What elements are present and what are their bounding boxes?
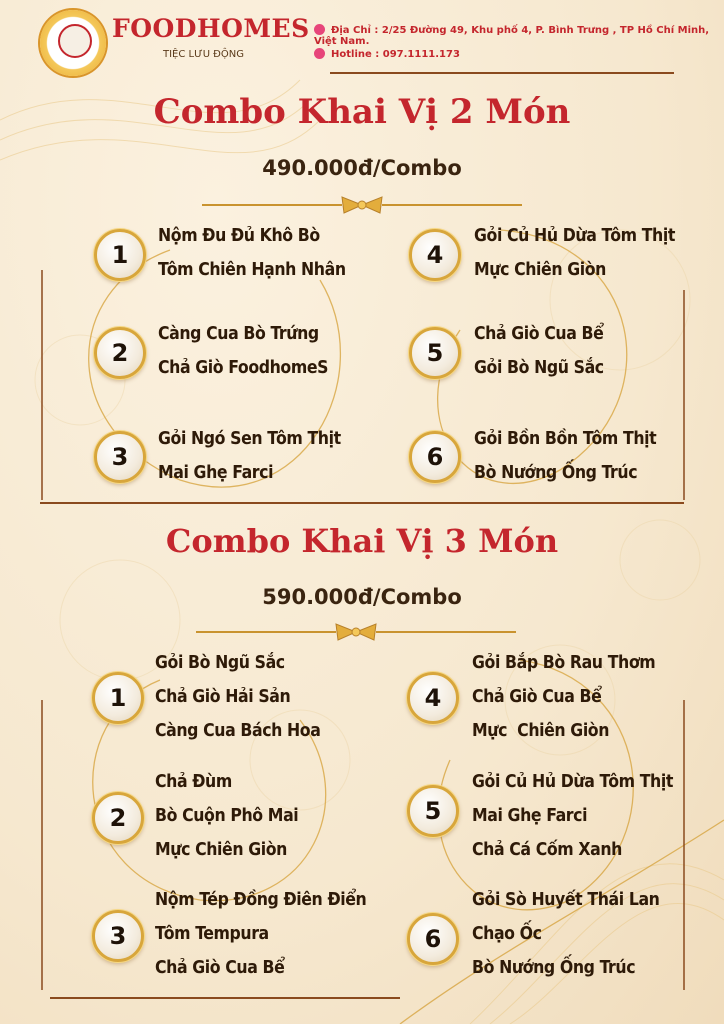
dish-name: Gỏi Bắp Bò Rau Thơm — [472, 653, 656, 673]
combo3-item-3-number: 3 — [92, 910, 144, 962]
combo3-item-6-dishes — [472, 883, 659, 985]
dish-name: Càng Cua Bò Trứng — [158, 324, 319, 344]
dish-name: Chả Giò Cua Bể — [472, 687, 602, 707]
brand-tagline: TIỆC LƯU ĐỘNG — [163, 49, 245, 60]
dish-name: Nộm Tép Đồng Điên Điển — [155, 890, 367, 910]
combo2-item-1-dishes — [158, 219, 346, 287]
dish-name: Chả Đùm — [155, 772, 232, 792]
combo2-item-2-number: 2 — [94, 327, 146, 379]
dish-name: Mực Chiên Giòn — [474, 260, 606, 280]
dish-name: Mai Ghẹ Farci — [158, 463, 274, 483]
combo3-item-3-dishes — [155, 883, 366, 985]
dish-name: Gỏi Bò Ngũ Sắc — [155, 653, 285, 673]
ribbon-bow-divider — [202, 195, 522, 215]
combo2-item-4-number: 4 — [409, 229, 461, 281]
foodhomes-logo — [40, 10, 106, 76]
combo3-item-5-number: 5 — [407, 785, 459, 837]
dish-name: Gỏi Củ Hủ Dừa Tôm Thịt — [472, 772, 673, 792]
combo2-title: Combo Khai Vị 2 Món — [153, 92, 571, 132]
combo3-item-5-dishes — [472, 765, 673, 867]
combo2-item-6-number: 6 — [409, 431, 461, 483]
dish-name: Bò Nướng Ống Trúc — [474, 463, 638, 483]
combo2-item-3-dishes — [158, 422, 341, 490]
header-divider — [330, 72, 674, 74]
dish-name: Gỏi Bồn Bồn Tôm Thịt — [474, 429, 657, 449]
combo3-item-1-dishes — [155, 646, 320, 748]
dish-name: Chả Giò FoodhomeS — [158, 358, 329, 378]
dish-name: Nộm Đu Đủ Khô Bò — [158, 226, 320, 246]
dish-name: Gỏi Củ Hủ Dừa Tôm Thịt — [474, 226, 675, 246]
combo2-item-2-dishes — [158, 317, 328, 385]
combo2-item-5-dishes — [474, 317, 604, 385]
dish-name: Gỏi Bò Ngũ Sắc — [474, 358, 604, 378]
chef-hat-icon — [58, 24, 92, 58]
dish-name: Mực Chiên Giòn — [155, 840, 287, 860]
dish-name: Chả Cá Cốm Xanh — [472, 840, 622, 860]
dish-name: Gỏi Ngó Sen Tôm Thịt — [158, 429, 341, 449]
section-divider — [40, 502, 684, 504]
combo3-item-1-number: 1 — [92, 672, 144, 724]
combo2-item-3-number: 3 — [94, 431, 146, 483]
dish-name: Mực Chiên Giòn — [472, 721, 610, 741]
hotline-text: Hotline : 097.1111.173 — [331, 49, 460, 60]
dish-name: Gỏi Sò Huyết Thái Lan — [472, 890, 660, 910]
dish-name: Tôm Chiên Hạnh Nhân — [158, 260, 346, 280]
dish-name: Chả Giò Cua Bể — [155, 958, 285, 978]
combo2-item-5-number: 5 — [409, 327, 461, 379]
location-pin-icon — [314, 24, 325, 35]
combo2-price: 490.000đ/Combo — [262, 156, 462, 180]
dish-name: Chạo Ốc — [472, 924, 542, 944]
dish-name: Bò Nướng Ống Trúc — [472, 958, 636, 978]
combo3-item-6-number: 6 — [407, 913, 459, 965]
hotline-line — [314, 48, 460, 60]
combo3-item-4-number: 4 — [407, 672, 459, 724]
combo2-item-6-dishes — [474, 422, 656, 490]
combo3-price: 590.000đ/Combo — [262, 585, 462, 609]
combo2-item-1-number: 1 — [94, 229, 146, 281]
dish-name: Bò Cuộn Phô Mai — [155, 806, 299, 826]
address-text: Địa Chỉ : 2/25 Đường 49, Khu phố 4, P. Bình Trưng , TP Hồ Chí Minh, Việt Nam. — [314, 25, 710, 47]
dish-name: Mai Ghẹ Farci — [472, 806, 588, 826]
dish-name: Chả Giò Cua Bể — [474, 324, 604, 344]
dish-name: Càng Cua Bách Hoa — [155, 721, 321, 741]
footer-divider — [50, 997, 400, 999]
combo3-item-2-dishes — [155, 765, 298, 867]
dish-name: Tôm Tempura — [155, 924, 269, 944]
combo3-item-4-dishes — [472, 646, 655, 748]
combo2-item-4-dishes — [474, 219, 675, 287]
brand-name: FOODHOMES — [112, 14, 310, 43]
phone-icon — [314, 48, 325, 59]
combo3-title: Combo Khai Vị 3 Món — [165, 522, 559, 560]
combo3-item-2-number: 2 — [92, 792, 144, 844]
address-line — [314, 24, 724, 47]
dish-name: Chả Giò Hải Sản — [155, 687, 291, 707]
ribbon-bow-divider — [196, 622, 516, 642]
